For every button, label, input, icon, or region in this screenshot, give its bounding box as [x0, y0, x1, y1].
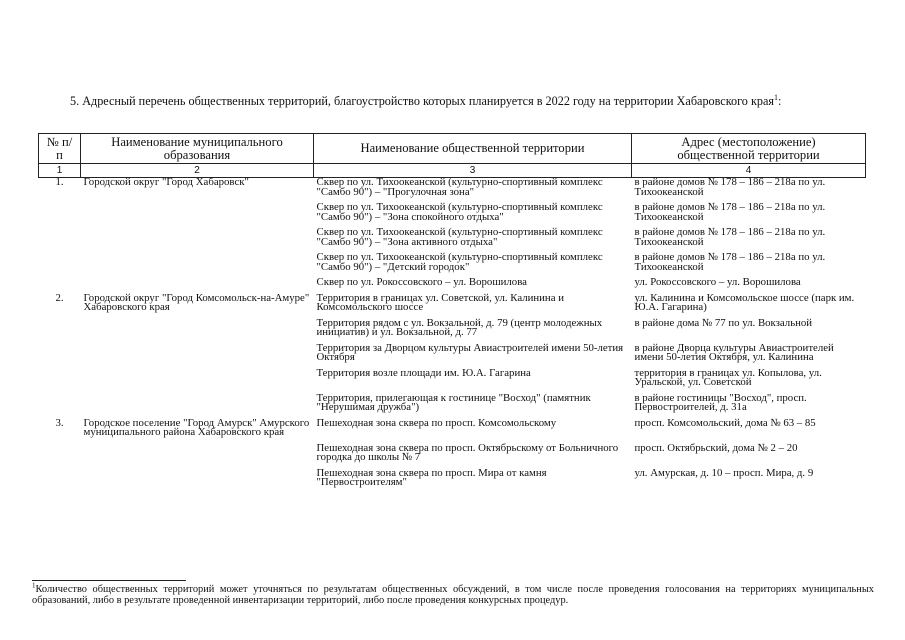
territory-address: ул. Калинина и Комсомольское шоссе (парк им. Ю.А. Гагарина): [634, 291, 855, 313]
row-number-empty: [39, 253, 81, 272]
territory-name: Сквер по ул. Тихоокеанской (культурно-спортивный комплекс "Самбо 90") – "Зона спокойного отдыха": [316, 201, 603, 223]
row-number: 3.: [55, 416, 64, 429]
territory-address: в районе Дворца культуры Авиастроителей имени 50-летия Октября, ул. Калинина: [634, 341, 834, 363]
row-number-empty: [39, 319, 81, 338]
heading-tail: :: [777, 94, 782, 108]
municipality-empty: [81, 369, 314, 388]
territory-address: ул. Рокоссовского – ул. Ворошилова: [634, 276, 801, 288]
table-body: [39, 178, 866, 494]
row-number-empty: [39, 278, 81, 288]
territory-name: Пешеходная зона сквера по просп. Мира от камня "Первостроителям": [316, 466, 547, 488]
row-spacer-cell: [39, 488, 866, 494]
municipality-name: Городской округ "Город Комсомольск-на-Амуре" Хабаровского края: [83, 291, 310, 313]
row-number-empty: [39, 369, 81, 388]
territory-name: Сквер по ул. Тихоокеанской (культурно-спортивный комплекс "Самбо 90") – "Прогулочная зона": [316, 176, 603, 198]
table-row: [39, 294, 866, 313]
col-header-number: № п/п: [39, 134, 81, 164]
territory-name: Территория, прилегающая к гостинице "Восход" (памятник "Нерушимая дружба"): [316, 391, 591, 413]
territory-name: Сквер по ул. Тихоокеанской (культурно-спортивный комплекс "Самбо 90") – "Зона активного отдыха": [316, 226, 603, 248]
row-number: 1.: [55, 176, 64, 188]
territory-address: территория в границах ул. Копылова, ул. Уральской, ул. Советской: [634, 366, 822, 388]
territory-address: просп. Октябрьский, дома № 2 – 20: [634, 441, 798, 454]
table-row: [39, 444, 866, 463]
row-number-empty: [39, 344, 81, 363]
territory-address: в районе домов № 178 – 186 – 218а по ул. Тихоокеанской: [634, 201, 826, 223]
col-header-municipality: Наименование муниципального образования: [81, 134, 314, 164]
table-row: [39, 319, 866, 338]
table-row: [39, 469, 866, 488]
table-row: [39, 228, 866, 247]
territory-name: Пешеходная зона сквера по просп. Комсомольскому: [316, 416, 557, 429]
territory-name: Сквер по ул. Рокоссовского – ул. Ворошилова: [316, 276, 527, 288]
municipality-empty: [81, 444, 314, 463]
table-row: [39, 178, 866, 198]
municipality-empty: [81, 319, 314, 338]
table-row: [39, 344, 866, 363]
table-row: [39, 394, 866, 413]
footnote-separator: [32, 580, 186, 581]
table-row: [39, 203, 866, 222]
municipality-name: Городской округ "Город Хабаровск": [83, 176, 249, 188]
municipality-empty: [81, 253, 314, 272]
col-header-territory: Наименование общественной территории: [314, 134, 632, 164]
row-number-empty: [39, 444, 81, 463]
row-number-empty: [39, 228, 81, 247]
territory-address: в районе дома № 77 по ул. Вокзальной: [634, 316, 813, 329]
territories-table: [38, 133, 866, 494]
header-row: [39, 134, 866, 164]
table-row: [39, 419, 866, 438]
municipality-empty: [81, 278, 314, 288]
col-header-address: Адрес (местоположение) общественной территории: [632, 134, 866, 164]
row-number-empty: [39, 203, 81, 222]
table-row: [39, 369, 866, 388]
municipality-empty: [81, 394, 314, 413]
footnote: [32, 581, 874, 606]
territory-name: Территория за Дворцом культуры Авиастроителей имени 50-летия Октября: [316, 341, 624, 363]
territory-address: в районе гостиницы "Восход", просп. Первостроителей, д. 31а: [634, 391, 807, 413]
municipality-empty: [81, 228, 314, 247]
footnote-mark: 1: [32, 581, 36, 590]
territory-name: Территория в границах ул. Советской, ул. Калинина и Комсомольского шоссе: [316, 291, 564, 313]
table-row: [39, 278, 866, 288]
territory-name: Пешеходная зона сквера по просп. Октябрьскому от Больничного городка до школы № 7: [316, 441, 619, 463]
index-cell: 1: [39, 164, 81, 178]
index-cell: 3: [314, 164, 632, 178]
territory-name: Сквер по ул. Тихоокеанской (культурно-спортивный комплекс "Самбо 90") – "Детский городок": [316, 251, 603, 273]
territory-address: в районе домов № 178 – 186 – 218а по ул. Тихоокеанской: [634, 226, 826, 248]
territory-address: просп. Комсомольский, дома № 63 – 85: [634, 416, 816, 429]
table-row: [39, 253, 866, 272]
territory-address: ул. Амурская, д. 10 – просп. Мира, д. 9: [634, 466, 814, 479]
row-number: 2.: [55, 291, 64, 304]
territory-name: Территория рядом с ул. Вокзальной, д. 79 (центр молодежных инициатив) и ул. Вокзальной, д. 77: [316, 316, 603, 338]
heading-footnote-mark: 1: [773, 92, 778, 102]
territory-address: в районе домов № 178 – 186 – 218а по ул. Тихоокеанской: [634, 251, 826, 273]
section-heading: [62, 92, 870, 108]
row-spacer: [39, 488, 866, 494]
index-cell: 4: [632, 164, 866, 178]
territory-address: в районе домов № 178 – 186 – 218а по ул. Тихоокеанской: [634, 176, 826, 198]
heading-text: 5. Адресный перечень общественных территорий, благоустройство которых планируется в 2022 году на территории Хабаровского края: [70, 94, 774, 108]
territory-name: Территория возле площади им. Ю.А. Гагарина: [316, 366, 531, 379]
municipality-empty: [81, 203, 314, 222]
index-cell: 2: [81, 164, 314, 178]
row-number-empty: [39, 394, 81, 413]
footnote-text: Количество общественных территорий может уточняться по результатам общественных обсуждений, в том числе после проведения голосования на территориях муниципальных образований, либо в результате проведенной инвентаризации территорий, либо после проведения конкурсных процедур.: [32, 584, 874, 606]
municipality-name: Городское поселение "Город Амурск" Амурского муниципального района Хабаровского края: [83, 416, 310, 438]
municipality-empty: [81, 469, 314, 488]
municipality-empty: [81, 344, 314, 363]
row-number-empty: [39, 469, 81, 488]
